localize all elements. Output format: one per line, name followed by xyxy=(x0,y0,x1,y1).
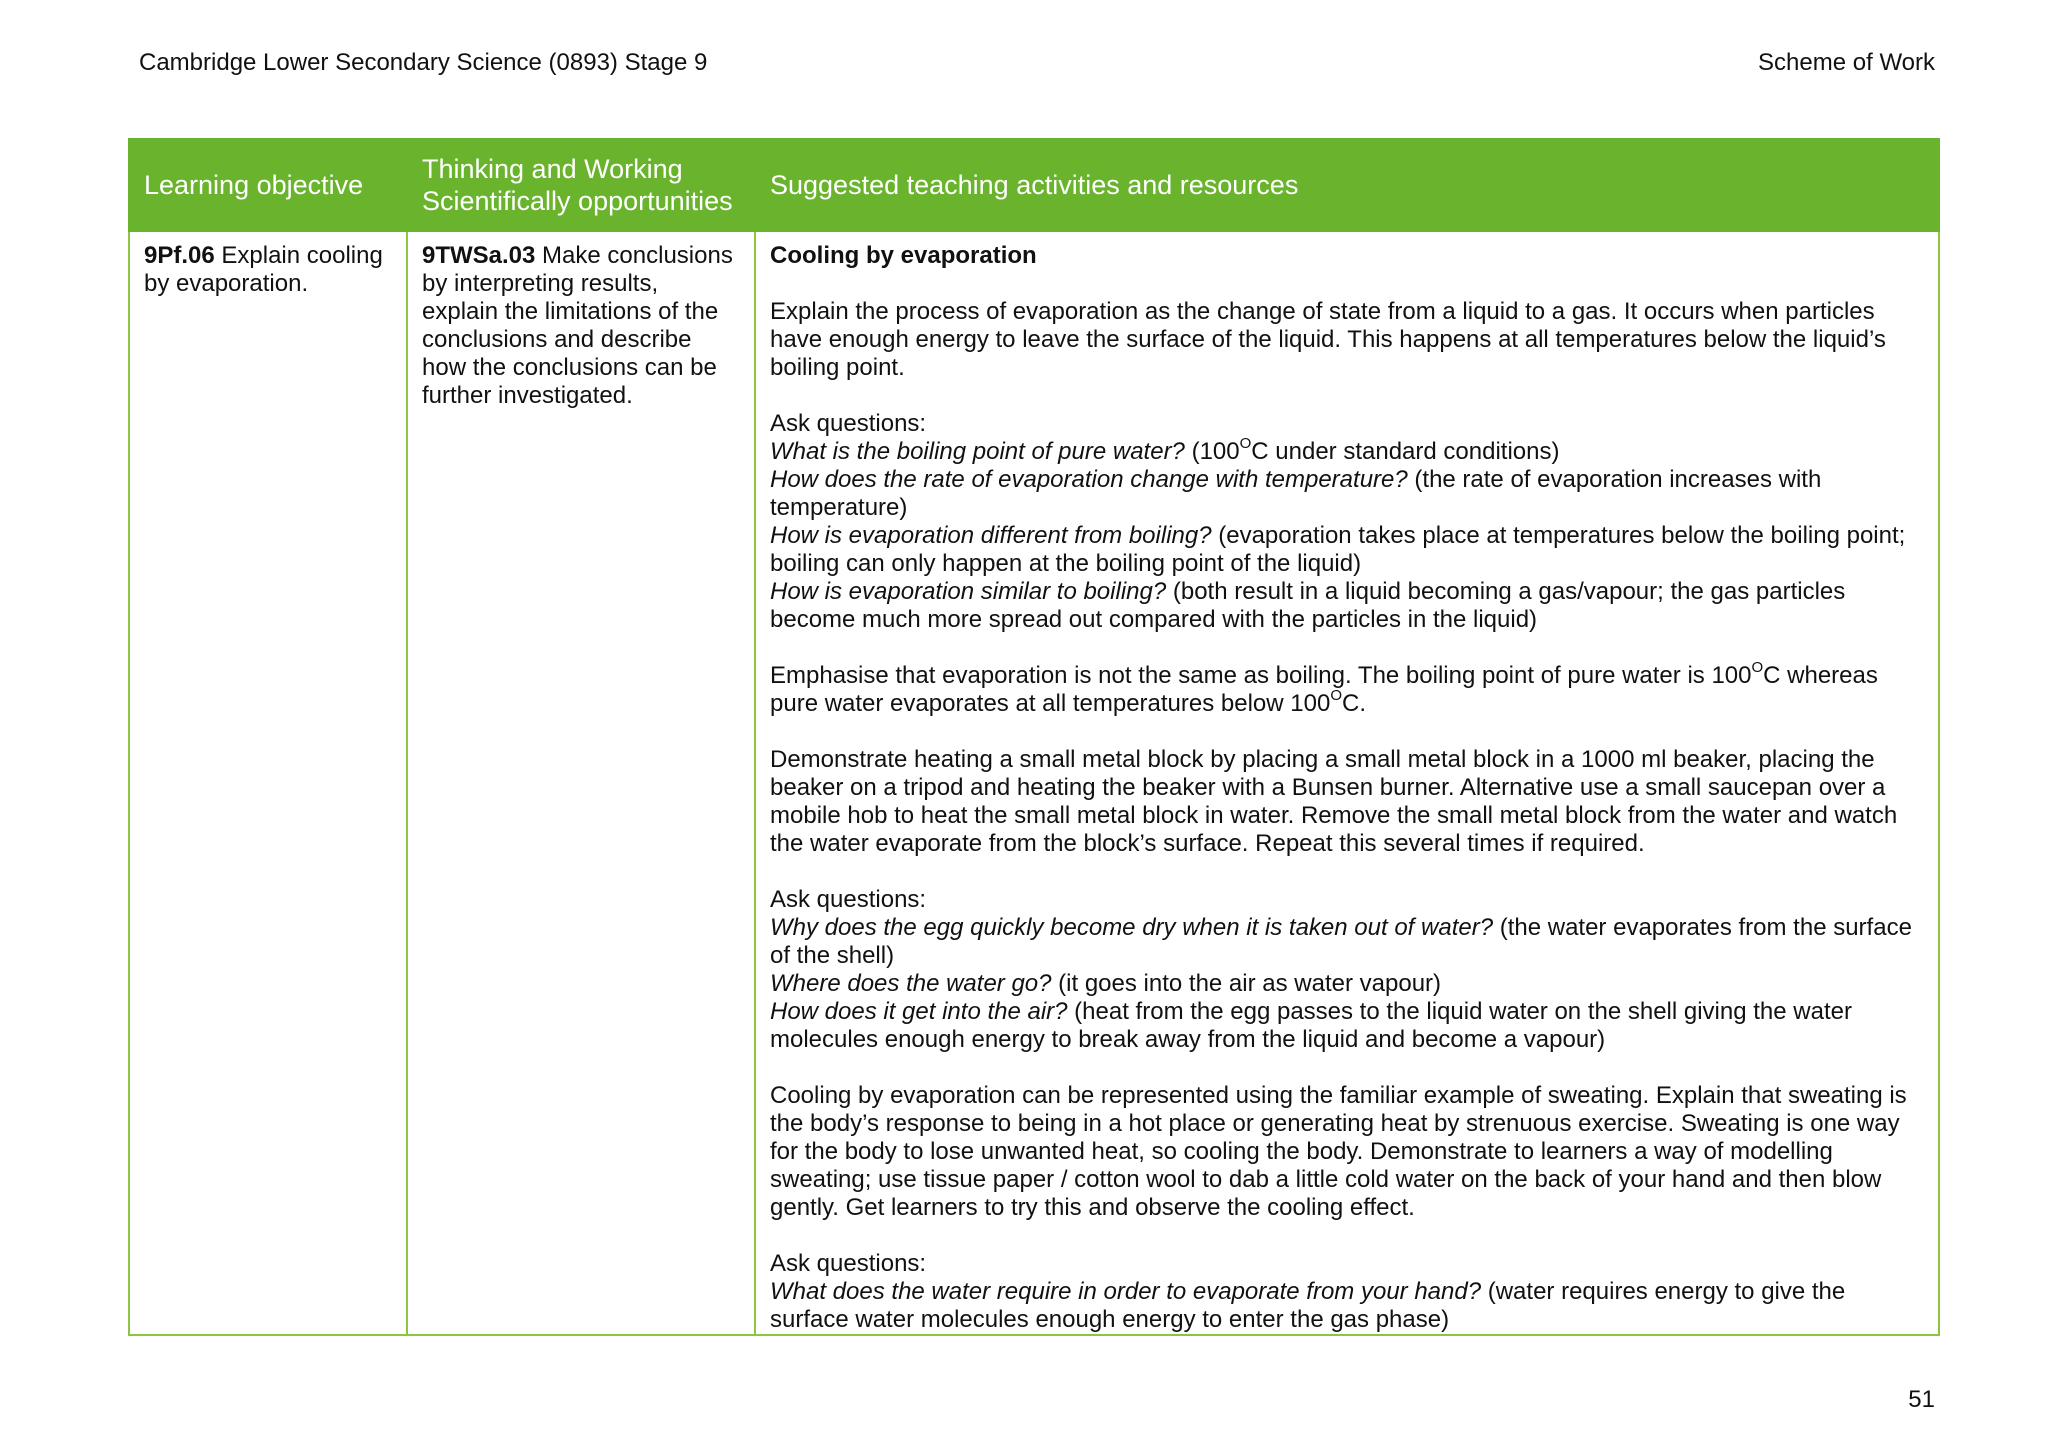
question-line xyxy=(770,970,1924,998)
question-line xyxy=(770,435,1924,466)
question-block-1 xyxy=(770,410,1924,634)
activities-cell xyxy=(755,231,1939,1335)
twsa-text: Make conclusions by interpreting results, explain the limitations of the conclusions and describe how the conclusions can be further investigated. xyxy=(422,242,733,409)
answer-text: (evaporation takes place at temperatures below the boiling point; boiling can only happen at the boiling point of the liquid) xyxy=(770,522,1906,577)
text-run: Emphasise that evaporation is not the same as boiling. The boiling point of pure water is 100 xyxy=(770,662,1752,689)
question-line xyxy=(770,522,1924,578)
paragraph-metal-block-demo: Demonstrate heating a small metal block by placing a small metal block in a 1000 ml beaker, placing the beaker on a tripod and heating the beaker with a Bunsen burner. Alternative use a small saucepan over a mobile hob to heat the small metal block in water. Remove the small metal block from the water and watch the water evaporate from the block’s surface. Repeat this several times if required. xyxy=(770,746,1898,857)
question-text: What does the water require in order to evaporate from your hand? xyxy=(770,1278,1482,1305)
paragraph-evaporation-explanation: Explain the process of evaporation as the change of state from a liquid to a gas. It occurs when particles have enough energy to leave the surface of the liquid. This happens at all temperatures below the liquid’s boiling point. xyxy=(770,298,1886,381)
degree-superscript: O xyxy=(1751,659,1764,676)
column-header-learning-objective: Learning objective xyxy=(129,139,407,231)
answer-text: (both result in a liquid becoming a gas/vapour; the gas particles become much more spread out compared with the particles in the liquid) xyxy=(770,578,1846,633)
question-text: How is evaporation similar to boiling? xyxy=(770,578,1167,605)
degree-superscript: O xyxy=(1239,435,1252,452)
answer-text: (it goes into the air as water vapour) xyxy=(1051,970,1442,997)
question-line xyxy=(770,1278,1924,1334)
paragraph-boiling-comparison xyxy=(770,659,1924,718)
twsa-cell xyxy=(407,231,755,1335)
objective-code: 9Pf.06 xyxy=(144,242,215,269)
question-line xyxy=(770,466,1924,522)
answer-text: (the rate of evaporation increases with temperature) xyxy=(770,466,1822,521)
ask-questions-label: Ask questions: xyxy=(770,410,927,437)
degree-superscript: O xyxy=(1330,687,1342,704)
learning-objective-cell xyxy=(129,231,407,1335)
activity-title: Cooling by evaporation xyxy=(770,242,1037,269)
question-text: What is the boiling point of pure water? xyxy=(770,438,1185,465)
document-header-section: Scheme of Work xyxy=(1758,49,1935,76)
ask-questions-label: Ask questions: xyxy=(770,886,927,913)
objective-text: Explain cooling by evaporation. xyxy=(144,242,383,297)
question-line xyxy=(770,998,1924,1054)
question-text: Where does the water go? xyxy=(770,970,1052,997)
question-text: How does it get into the air? xyxy=(770,998,1068,1025)
question-line xyxy=(770,578,1924,634)
answer-text: (the water evaporates from the surface of the shell) xyxy=(770,914,1912,969)
text-run: C. xyxy=(1342,690,1366,717)
text-run: C whereas pure water evaporates at all temperatures below 100 xyxy=(770,662,1878,717)
question-text: How is evaporation different from boiling? xyxy=(770,522,1212,549)
question-text: How does the rate of evaporation change with temperature? xyxy=(770,466,1408,493)
page-number: 51 xyxy=(1908,1386,1935,1413)
column-header-twsa: Thinking and Working Scientifically opportunities xyxy=(407,139,755,231)
question-line xyxy=(770,914,1924,970)
answer-text: (100 xyxy=(1184,438,1240,465)
paragraph-sweating: Cooling by evaporation can be represented using the familiar example of sweating. Explain that sweating is the body’s response to being in a hot place or generating heat by strenuous exercise. Sweating is one way for the body to lose unwanted heat, so cooling the body. Demonstrate to learners a way of modelling sweating; use tissue paper / cotton wool to dab a little cold water on the back of your hand and then blow gently. Get learners to try this and observe the cooling effect. xyxy=(770,1082,1907,1221)
scheme-of-work-table xyxy=(128,138,1940,1336)
table-row xyxy=(129,231,1939,1335)
document-header-title: Cambridge Lower Secondary Science (0893) Stage 9 xyxy=(139,49,708,76)
column-header-activities: Suggested teaching activities and resources xyxy=(755,139,1939,231)
twsa-code: 9TWSa.03 xyxy=(422,242,536,269)
ask-questions-label: Ask questions: xyxy=(770,1250,927,1277)
question-block-2 xyxy=(770,886,1924,1054)
answer-text: (heat from the egg passes to the liquid water on the shell giving the water molecules enough energy to break away from the liquid and become a vapour) xyxy=(770,998,1852,1053)
question-block-3 xyxy=(770,1250,1924,1334)
question-text: Why does the egg quickly become dry when it is taken out of water? xyxy=(770,914,1494,941)
table-header-row xyxy=(129,139,1939,231)
answer-text: C under standard conditions) xyxy=(1251,438,1560,465)
answer-text: (water requires energy to give the surface water molecules enough energy to enter the gas phase) xyxy=(770,1278,1846,1333)
